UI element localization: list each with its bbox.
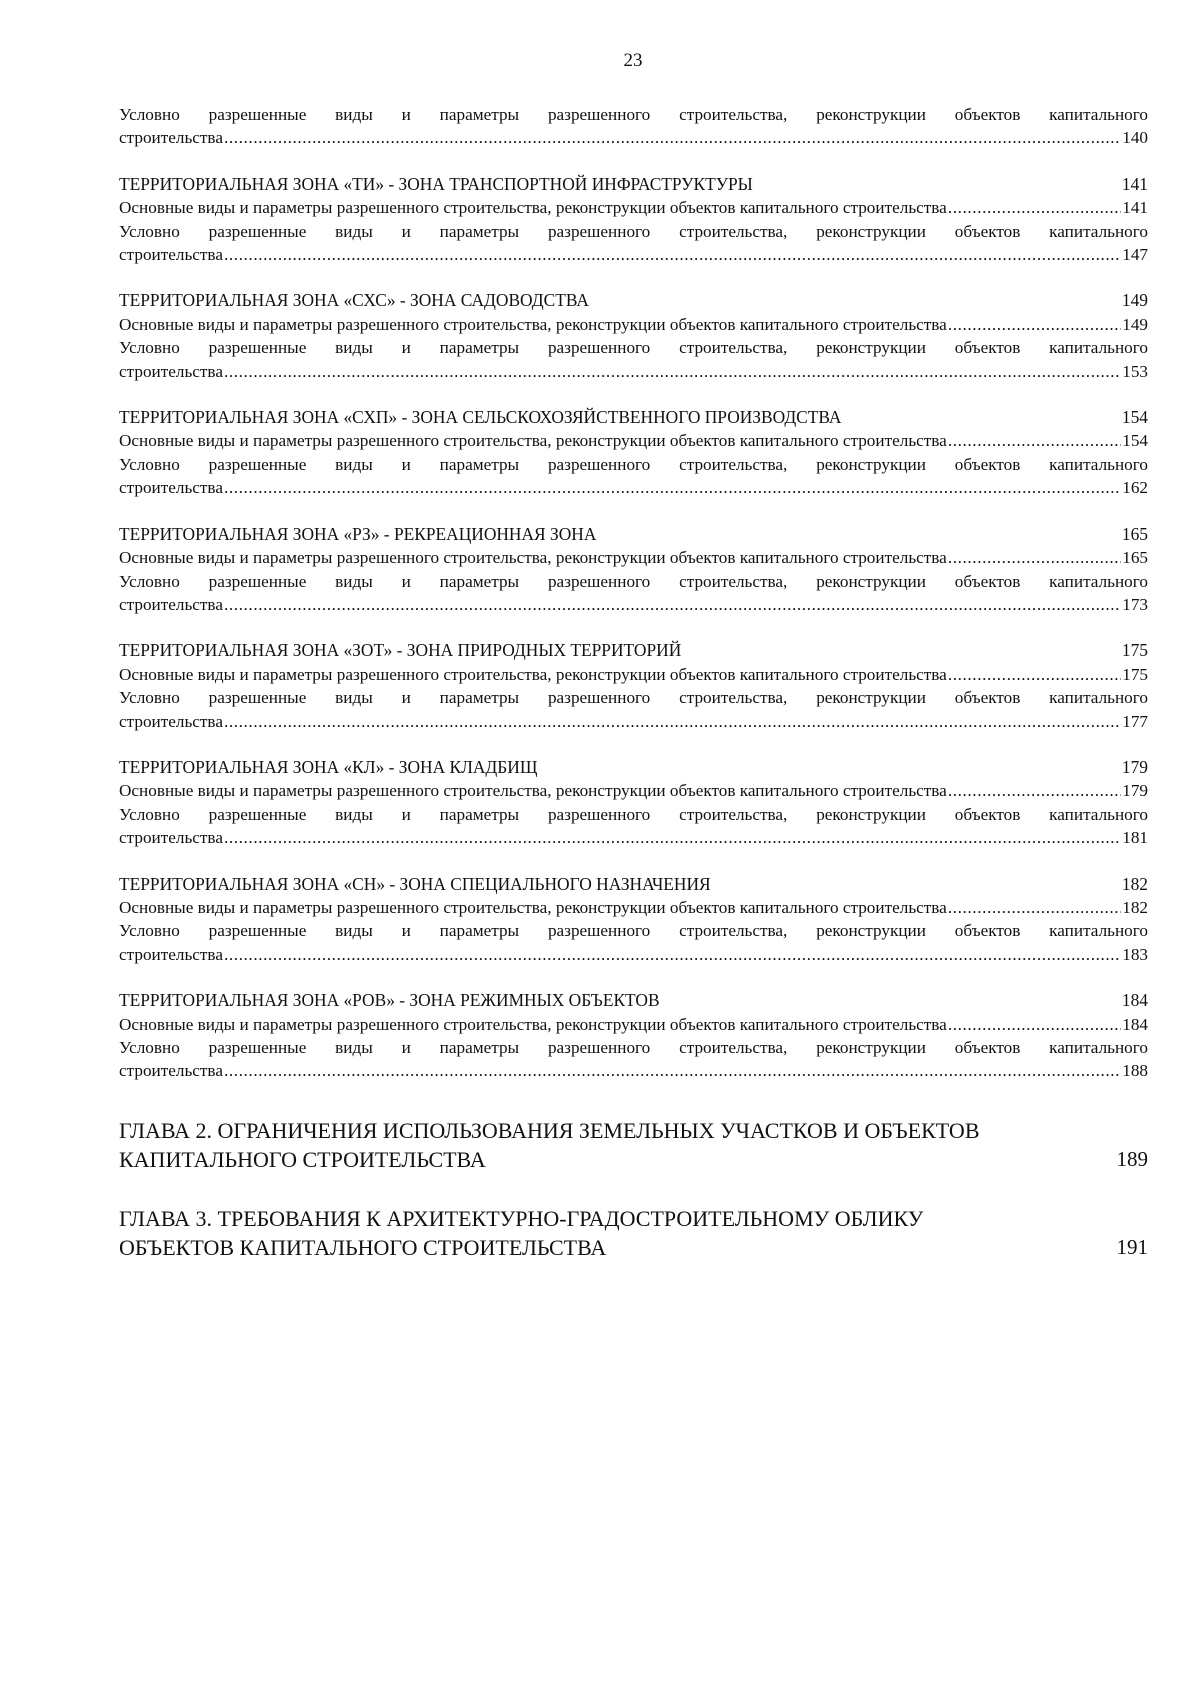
toc-page-number: 179 [1122, 781, 1148, 801]
chapter-title [119, 1204, 1117, 1262]
toc-entry-text: Основные виды и параметры разрешенного строительства, реконструкции объектов капитального строительства [119, 781, 947, 801]
toc-zone [119, 405, 1148, 500]
zone-page: 182 [1121, 873, 1148, 894]
page-number: 23 [623, 50, 643, 71]
toc-entry-conditional[interactable] [119, 826, 1148, 849]
chapter-title-line: КАПИТАЛЬНОГО СТРОИТЕЛЬСТВА [119, 1146, 486, 1172]
toc-page-number: 153 [1122, 361, 1148, 381]
toc-entry-main[interactable] [119, 196, 1148, 219]
toc-entry-main[interactable] [119, 1013, 1148, 1036]
chapter-page: 189 [1116, 1146, 1148, 1171]
zone-title: ТЕРРИТОРИАЛЬНАЯ ЗОНА «РЗ» - РЕКРЕАЦИОННАЯ ЗОНА [119, 523, 597, 544]
toc-entry-text: строительства [119, 594, 223, 614]
toc-entry-conditional[interactable] [119, 243, 1148, 266]
toc-entry-text: Основные виды и параметры разрешенного строительства, реконструкции объектов капитального строительства [119, 897, 947, 917]
toc-entry-conditional-text[interactable]: Условно разрешенные виды и параметры разрешенного строительства, реконструкции объектов капитального [119, 804, 1148, 824]
toc-page-number: 184 [1122, 1014, 1148, 1034]
dot-leader [948, 779, 1121, 802]
toc-zone [119, 638, 1148, 733]
toc-zone-heading[interactable] [119, 872, 1148, 896]
zone-title: ТЕРРИТОРИАЛЬНАЯ ЗОНА «ТИ» - ЗОНА ТРАНСПОРТНОЙ ИНФРАСТРУКТУРЫ [119, 173, 753, 194]
toc-entry-conditional-text[interactable]: Условно разрешенные виды и параметры разрешенного строительства, реконструкции объектов капитального [119, 571, 1148, 591]
dot-leader [224, 1059, 1121, 1082]
toc-entry-text: строительства [119, 944, 223, 964]
toc-zone-heading[interactable] [119, 755, 1148, 779]
toc-entry-conditional-text[interactable]: Условно разрешенные виды и параметры разрешенного строительства, реконструкции объектов капитального [119, 921, 1148, 941]
toc-page-number: 183 [1122, 944, 1148, 964]
toc-page-number: 188 [1122, 1061, 1148, 1081]
toc-chapter-heading[interactable] [119, 1204, 1148, 1262]
toc-zone-heading[interactable] [119, 522, 1148, 546]
toc-page-number: 141 [1122, 198, 1148, 218]
dot-leader [224, 943, 1121, 966]
chapter-title-line: ГЛАВА 2. ОГРАНИЧЕНИЯ ИСПОЛЬЗОВАНИЯ ЗЕМЕЛЬНЫХ УЧАСТКОВ И ОБЪЕКТОВ [119, 1117, 980, 1143]
toc-entry-text: строительства [119, 361, 223, 381]
chapter-page: 191 [1116, 1234, 1148, 1259]
toc-entry-conditional[interactable] [119, 360, 1148, 383]
chapter-title-line: ГЛАВА 3. ТРЕБОВАНИЯ К АРХИТЕКТУРНО-ГРАДОСТРОИТЕЛЬНОМУ ОБЛИКУ [119, 1205, 924, 1231]
toc-zone [119, 172, 1148, 267]
toc-zone-heading[interactable] [119, 288, 1148, 312]
zone-page: 175 [1121, 640, 1148, 661]
toc-entry-conditional-text[interactable]: Условно разрешенные виды и параметры разрешенного строительства, реконструкции объектов капитального [119, 1038, 1148, 1057]
zone-page: 154 [1121, 407, 1148, 428]
toc-zone-heading[interactable] [119, 405, 1148, 429]
zone-title: ТЕРРИТОРИАЛЬНАЯ ЗОНА «РОВ» - ЗОНА РЕЖИМНЫХ ОБЪЕКТОВ [119, 990, 660, 1011]
toc-zone [119, 872, 1148, 967]
toc-block-continued [119, 103, 1148, 150]
toc-entry-main[interactable] [119, 779, 1148, 802]
toc-entry-conditional-text[interactable]: Условно разрешенные виды и параметры разрешенного строительства, реконструкции объектов капитального [119, 454, 1148, 474]
toc-entry-main[interactable] [119, 896, 1148, 919]
toc-entry-text: Основные виды и параметры разрешенного строительства, реконструкции объектов капитального строительства [119, 314, 947, 334]
toc-entry-conditional[interactable] [119, 593, 1148, 616]
toc-entry-conditional-text[interactable]: Условно разрешенные виды и параметры разрешенного строительства, реконструкции объектов капитального [119, 105, 1148, 124]
toc-entry-text: Основные виды и параметры разрешенного строительства, реконструкции объектов капитального строительства [119, 548, 947, 568]
table-of-contents [119, 103, 1148, 1262]
toc-page-number: 147 [1122, 245, 1148, 265]
dot-leader [224, 360, 1121, 383]
toc-entry-text: строительства [119, 245, 223, 265]
toc-entry-conditional[interactable] [119, 1059, 1148, 1082]
toc-entry-text: Основные виды и параметры разрешенного строительства, реконструкции объектов капитального строительства [119, 664, 947, 684]
toc-chapter-heading[interactable] [119, 1116, 1148, 1174]
toc-entry-text: строительства [119, 711, 223, 731]
dot-leader [224, 710, 1121, 733]
zone-title: ТЕРРИТОРИАЛЬНАЯ ЗОНА «ЗОТ» - ЗОНА ПРИРОДНЫХ ТЕРРИТОРИЙ [119, 640, 682, 661]
toc-entry-text: Основные виды и параметры разрешенного строительства, реконструкции объектов капитального строительства [119, 1014, 947, 1034]
zone-title: ТЕРРИТОРИАЛЬНАЯ ЗОНА «КЛ» - ЗОНА КЛАДБИЩ [119, 756, 538, 777]
chapter-title-line: ОБЪЕКТОВ КАПИТАЛЬНОГО СТРОИТЕЛЬСТВА [119, 1234, 607, 1260]
toc-page-number: 162 [1122, 478, 1148, 498]
toc-entry-conditional[interactable] [119, 126, 1148, 149]
dot-leader [948, 196, 1121, 219]
chapter-title [119, 1116, 1117, 1174]
zone-page: 141 [1121, 173, 1148, 194]
toc-page-number: 181 [1122, 828, 1148, 848]
zone-title: ТЕРРИТОРИАЛЬНАЯ ЗОНА «СХП» - ЗОНА СЕЛЬСКОХОЗЯЙСТВЕННОГО ПРОИЗВОДСТВА [119, 407, 842, 428]
toc-page-number: 173 [1122, 594, 1148, 614]
zone-page: 165 [1121, 523, 1148, 544]
toc-entry-main[interactable] [119, 546, 1148, 569]
toc-entry-text: Основные виды и параметры разрешенного строительства, реконструкции объектов капитального строительства [119, 198, 947, 218]
toc-zone-heading[interactable] [119, 638, 1148, 662]
toc-entry-conditional[interactable] [119, 943, 1148, 966]
dot-leader [948, 663, 1121, 686]
toc-zone [119, 288, 1148, 383]
dot-leader [948, 546, 1121, 569]
toc-zone [119, 522, 1148, 617]
toc-zone [119, 755, 1148, 850]
dot-leader [948, 313, 1121, 336]
dot-leader [224, 826, 1121, 849]
dot-leader [948, 1013, 1121, 1036]
toc-entry-conditional[interactable] [119, 710, 1148, 733]
toc-entry-main[interactable] [119, 313, 1148, 336]
toc-entry-conditional-text[interactable]: Условно разрешенные виды и параметры разрешенного строительства, реконструкции объектов капитального [119, 688, 1148, 708]
toc-zone [119, 988, 1148, 1083]
toc-page-number: 165 [1122, 548, 1148, 568]
zone-title: ТЕРРИТОРИАЛЬНАЯ ЗОНА «СХС» - ЗОНА САДОВОДСТВА [119, 290, 589, 311]
zone-page: 184 [1121, 990, 1148, 1011]
toc-page-number: 154 [1122, 431, 1148, 451]
toc-entry-text: строительства [119, 828, 223, 848]
dot-leader [224, 476, 1121, 499]
toc-zone-heading[interactable] [119, 988, 1148, 1012]
dot-leader [948, 896, 1121, 919]
toc-entry-text: строительства [119, 128, 223, 148]
toc-entry-conditional[interactable] [119, 476, 1148, 499]
toc-entry-conditional-text[interactable]: Условно разрешенные виды и параметры разрешенного строительства, реконструкции объектов капитального [119, 338, 1148, 358]
toc-entry-main[interactable] [119, 663, 1148, 686]
toc-zone-heading[interactable] [119, 172, 1148, 196]
dot-leader [224, 243, 1121, 266]
zone-title: ТЕРРИТОРИАЛЬНАЯ ЗОНА «СН» - ЗОНА СПЕЦИАЛЬНОГО НАЗНАЧЕНИЯ [119, 873, 711, 894]
toc-page-number: 149 [1122, 314, 1148, 334]
zone-page: 179 [1121, 756, 1148, 777]
toc-page-number: 177 [1122, 711, 1148, 731]
toc-entry-text: Основные виды и параметры разрешенного строительства, реконструкции объектов капитального строительства [119, 431, 947, 451]
dot-leader [224, 126, 1121, 149]
zone-page: 149 [1121, 290, 1148, 311]
toc-entry-text: строительства [119, 1061, 223, 1081]
toc-page-number: 182 [1122, 897, 1148, 917]
toc-entry-conditional-text[interactable]: Условно разрешенные виды и параметры разрешенного строительства, реконструкции объектов капитального [119, 221, 1148, 241]
dot-leader [224, 593, 1121, 616]
toc-page-number: 175 [1122, 664, 1148, 684]
toc-page-number: 140 [1122, 128, 1148, 148]
toc-entry-text: строительства [119, 478, 223, 498]
dot-leader [948, 429, 1121, 452]
toc-entry-main[interactable] [119, 429, 1148, 452]
